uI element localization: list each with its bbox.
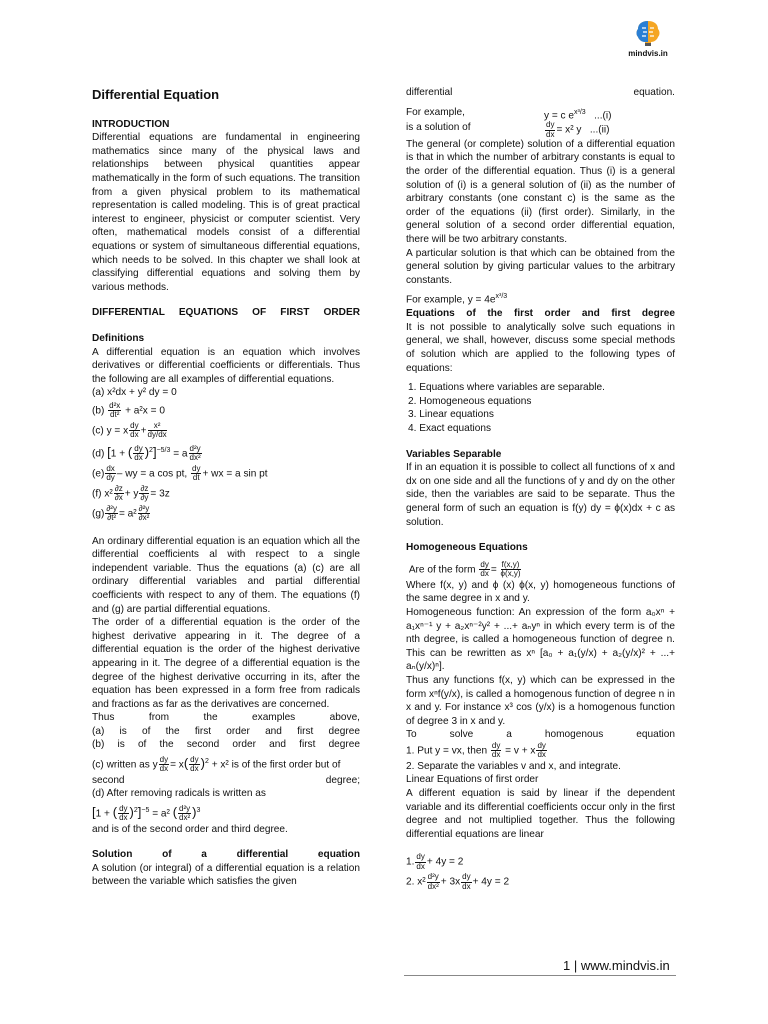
equation-f: (f) x² $\frac{\partial z}{\partial x}$ + y $\frac{\partial z}{\partial y}$ = 3z <box>92 483 170 503</box>
equation-c: (c) y = x $\frac{dy}{dx}$ + $\frac{\text{x²}}{dy/dx}$ <box>92 420 167 440</box>
homogeneous-text-1: Where f(x, y) and ϕ (x) ϕ(x, y) homogeneous functions of the same degree in x and y. <box>406 579 675 605</box>
definitions-text: A differential equation is an equation which involves derivatives or differential coefficients or differentials. Thus the following are all examples of differential equations. <box>92 346 360 385</box>
solution-of: is a solution of $\frac{dy}{dx}$ = x² y ...(ii) <box>406 120 610 139</box>
list-item: 1. Equations where variables are separable. <box>408 382 605 394</box>
separable-heading: Variables Separable <box>406 448 502 460</box>
footer-divider <box>404 975 676 976</box>
page-footer: 1 | www.mindvis.in <box>563 958 670 973</box>
list-item: 2. Homogeneous equations <box>408 395 532 407</box>
particular-solution-text: A particular solution is that which can be obtained from the general solution by giving particular values to the arbitrary constants. <box>406 247 675 286</box>
examples-thus: Thus from the examples above, <box>92 712 360 724</box>
homogeneous-text-2: Homogeneous function: An expression of the form a₀xⁿ + a₁xⁿ⁻¹ y + a₂xⁿ⁻²y² + ...+ aₙyⁿ in which every term is of the nth degree, is called a homogeneous function of degree n. This can be rewritten as xⁿ [a₀ + a₁(y/x) + a₂(y/x)² + ...+ aₙ(y/x)ⁿ]. <box>406 606 675 673</box>
first-order-heading: DIFFERENTIAL EQUATIONS OF FIRST ORDER <box>92 307 360 319</box>
homogeneous-to-solve: To solve a homogenous equation <box>406 729 675 741</box>
intro-heading: INTRODUCTION <box>92 118 170 130</box>
linear-equation-2: 2. x² $\frac{\text{d²y}}{\text{dx²}}$ + 3x $\frac{dy}{dx}$ + 4y = 2 <box>406 872 510 891</box>
linear-heading: Linear Equations of first order <box>406 774 539 786</box>
list-item: 3. Linear equations <box>408 409 494 421</box>
first-order-first-degree-text: It is not possible to analytically solve such equations in general, we shall, however, discuss some special methods of solution which are applied to the following types of equations: <box>406 321 675 374</box>
homogeneous-step-2: 2. Separate the variables v and x, and integrate. <box>406 760 621 772</box>
example-a: (a) is of the first order and first degree <box>92 725 360 737</box>
example-b: (b) is of the second order and first degree <box>92 739 360 751</box>
equation-g: (g) $\frac{\text{∂²y}}{\text{∂t²}}$ = a² $\frac{\text{∂²y}}{\text{∂x²}}$ <box>92 503 150 523</box>
example-d-end: and is of the second order and third degree. <box>92 823 288 835</box>
equation-b: (b) $\frac{\text{d²x}}{\text{dt²}}$ + a²x = 0 <box>92 400 165 420</box>
homogeneous-form: Are of the form $\frac{dy}{dx}$ = $\frac{f(x,y)}{\phi(x,y)}$ <box>408 559 521 579</box>
example-d: (d) After removing radicals is written as <box>92 788 266 800</box>
linear-text: A different equation is said by linear if the dependent variable and its differential coefficients occur only in the first degree and not multiplied together. Thus the following differential equations are linear <box>406 788 675 840</box>
solution-text: A solution (or integral) of a differential equation is a relation between the variable which satisfies the given <box>92 862 360 888</box>
general-solution-text: The general (or complete) solution of a differential equation is that in which the number of arbitrary constants is equal to the order of the differential equation. Thus (i) is a general solution of (i) is a general solution of (ii) as the number of arbitrary constants (one constant c) is the same as the order of the equations (ii) (first order). Similarly, in the general solution of a second order differential equation, there will be two arbitrary constants. <box>406 138 675 245</box>
equation-e: (e) $\frac{dx}{dy}$ – wy = a cos pt, $\frac{dy}{dt}$ + wx = a sin pt <box>92 463 268 483</box>
solution-example: For example, y = c $e^{x^3/3}$ ...(i) <box>406 106 612 121</box>
brand-name: mindvis.in <box>628 49 668 58</box>
solution-heading: Solution of a differential equation <box>92 849 360 861</box>
ordinary-text: An ordinary differential equation is an equation which all the differential coefficients al with respect to a single independent variable. Thus the equations (a) (c) are all ordinary differential variables and partial differential coefficients with respect to any of them. The equations (f) and (g) are partial differential equations. <box>92 535 360 615</box>
definitions-heading: Definitions <box>92 332 145 344</box>
equation-a: (a) x²dx + y² dy = 0 <box>92 387 177 399</box>
intro-text: Differential equations are fundamental in engineering mathematics since many of the physical laws and relationships between physical quantities appear mathematically in the form of such equations. The transition from a given physical problem to its mathematical representation is called modeling. This is of great practical interest to engineer, physicist or computer scientist. Very often, mathematical models consist of a differential equations or system of simultaneous differential equations, which needs to be solved. In this chapter we shall look at classifying differential equations and solving them by various methods. <box>92 132 360 293</box>
homogeneous-step-1: 1. Put y = vx, then $\frac{dy}{dx}$ = v + x $\frac{dy}{dx}$ <box>406 740 546 760</box>
page-title: Differential Equation <box>92 87 220 102</box>
example-d-equation: [1 + ( $\frac{dy}{dx}$ )$^2$]$^{-5}$ = a² ( $\frac{\text{d²y}}{\text{dx²}}$ )$^3$ <box>92 803 201 823</box>
solution-continued: differential equation. <box>406 87 675 98</box>
homogeneous-heading: Homogeneous Equations <box>406 542 528 554</box>
separable-text: If in an equation it is possible to collect all functions of x and dx on one side and all the functions of y and dy on the other side, then the variables are said to be separate. Thus the general form of such an equation is f(y) dy = ϕ(x)dx + c as solution. <box>406 462 675 528</box>
brand-logo[interactable] <box>624 18 672 58</box>
linear-equation-1: 1. $\frac{dy}{dx}$ + 4y = 2 <box>406 852 464 871</box>
homogeneous-text-3: Thus any functions f(x, y) which can be expressed in the form xⁿf(y/x), is called a homogenous function of degree n in x and y. For instance x³ cos (y/x) is a homogenous function of degree 3 in x and y. <box>406 674 675 727</box>
example-c: (c) written as y $\frac{dy}{dx}$ = x( $\frac{dy}{dx}$ )$^2$ + x² is of the first order but of <box>92 754 341 774</box>
list-item: 4. Exact equations <box>408 423 492 435</box>
order-text: The order of a differential equation is the order of the highest derivative appearing in it. The degree of a differential equation is the order of the highest derivative appearing in it. The degree of a differential equation is the degree of the highest derivative occurring in its, after the equation has been expressed in a form free from radicals and fractions as far as the derivatives are concerned. <box>92 617 360 710</box>
example-c-degree: second degree; <box>92 774 360 786</box>
right-column <box>406 86 675 891</box>
particular-example: For example, $y = 4e^{x^3/3}$ <box>406 293 508 306</box>
equation-d: (d) [1 + ( $\frac{dy}{dx}$ )$^2$]$^{-5/3}$ = a $\frac{\text{d²y}}{\text{dx²}}$ <box>92 443 201 463</box>
brain-icon <box>634 18 662 48</box>
left-column <box>92 86 360 889</box>
first-order-first-degree-heading: Equations of the first order and first degree <box>406 308 675 320</box>
equation-types-list <box>408 381 675 435</box>
